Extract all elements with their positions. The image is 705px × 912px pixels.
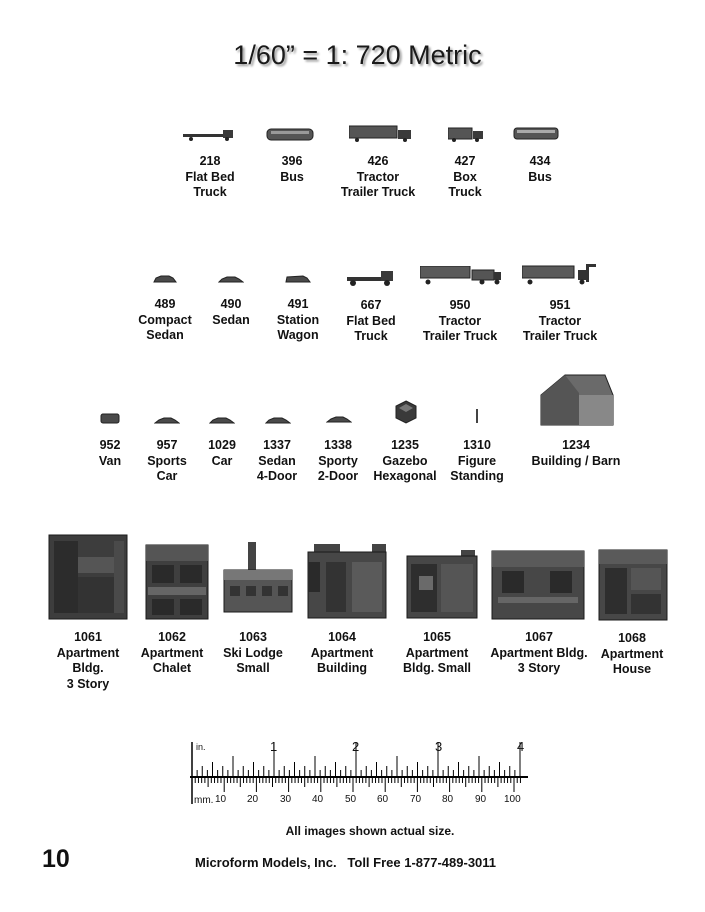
ruler-mm-label: 40 [312, 794, 324, 805]
catalog-item-1235 [369, 438, 441, 485]
catalog-item-1064 [302, 630, 382, 677]
item-desc-line: Compact [138, 312, 192, 327]
model-491-image [285, 274, 311, 284]
page-title: 1/60” = 1: 720 Metric [233, 40, 482, 70]
model-950-image [420, 266, 502, 286]
item-desc-line: Truck [354, 329, 388, 343]
item-desc-line: Sedan [258, 453, 296, 468]
model-1029-image [209, 416, 235, 425]
catalog-item-396 [260, 154, 324, 185]
item-number: 952 [99, 438, 121, 452]
page-number: 10 [42, 845, 70, 873]
item-number: 489 [154, 297, 176, 311]
item-desc-line: Tractor [438, 313, 482, 328]
catalog-item-1067 [484, 630, 594, 677]
ruler-inch-unit: in. [196, 742, 206, 752]
item-desc-line: Station [276, 312, 320, 327]
catalog-item-1310 [444, 438, 510, 485]
item-desc-line: Apartment [140, 645, 204, 660]
model-1062-image [144, 543, 210, 621]
item-number: 957 [156, 438, 178, 452]
catalog-item-427 [433, 154, 497, 201]
item-number: 1234 [562, 438, 590, 452]
ruler-inch-label: 4 [517, 739, 525, 754]
ruler-inch-label: 2 [352, 739, 360, 754]
model-1338-image [326, 415, 352, 424]
ruler-mm-label: 20 [247, 794, 259, 805]
item-desc-line: Sporty [318, 453, 358, 468]
model-1063-image [222, 540, 294, 614]
item-desc-line: Car [156, 469, 178, 483]
ruler-mm-label: 70 [410, 794, 422, 805]
ruler-mm-label: 90 [475, 794, 487, 805]
item-desc-line: Flat Bed [346, 313, 396, 328]
item-desc-line: Chalet [152, 661, 192, 675]
catalog-item-426 [334, 154, 422, 201]
ruler-mm-label: 100 [504, 794, 521, 805]
catalog-item-1234 [526, 438, 626, 469]
item-desc-line: 3 Story [66, 676, 110, 691]
item-desc-line: Figure [457, 453, 497, 468]
ruler-center-line [190, 776, 528, 778]
ruler-mm-label: 60 [377, 794, 389, 805]
model-1061-image [48, 533, 130, 621]
item-desc-line: Sedan [146, 328, 184, 342]
item-number: 1062 [158, 630, 186, 644]
item-desc-line: Trailer Truck [522, 329, 598, 343]
model-1068-image [597, 548, 669, 622]
model-1234-image [539, 373, 615, 427]
item-number: 951 [549, 298, 571, 312]
catalog-item-1029 [192, 438, 252, 469]
item-desc-line: Hexagonal [373, 469, 437, 483]
catalog-item-1063 [213, 630, 293, 677]
ruler-mm-label: 50 [345, 794, 357, 805]
model-957-image [154, 416, 180, 425]
item-number: 667 [360, 298, 382, 312]
item-desc-line: 2-Door [317, 469, 359, 483]
catalog-item-1337 [247, 438, 307, 485]
item-desc-line: Apartment [310, 645, 374, 660]
item-number: 218 [199, 154, 221, 168]
item-number: 950 [449, 298, 471, 312]
ruler-inch-label: 3 [435, 739, 443, 754]
item-desc-line: House [612, 662, 652, 676]
item-desc-line: Car [211, 453, 233, 468]
item-number: 1067 [525, 630, 553, 644]
item-desc-line: Wagon [277, 328, 319, 342]
model-1065-image [405, 548, 479, 620]
ruler-mm-unit: mm. [194, 795, 214, 806]
item-desc-line: Building [317, 661, 367, 675]
item-desc-line: Sedan [212, 312, 250, 327]
catalog-item-489 [133, 297, 197, 344]
footer-contact: Microform Models, Inc. Toll Free 1-877-489-3011 [195, 855, 497, 870]
item-desc-line: Tractor [538, 313, 582, 328]
item-desc-line: Standing [450, 469, 504, 483]
model-490-image [218, 275, 244, 284]
item-number: 1061 [74, 630, 102, 644]
model-951-image [522, 264, 598, 286]
item-number: 1064 [328, 630, 356, 644]
catalog-item-434 [508, 154, 572, 185]
catalog-item-1061 [42, 630, 134, 692]
footnote: All images shown actual size. [285, 824, 455, 838]
item-number: 1068 [618, 631, 646, 645]
model-396-image [266, 127, 314, 143]
model-952-image [100, 413, 120, 425]
item-number: 1063 [239, 630, 267, 644]
catalog-item-952 [80, 438, 140, 469]
item-desc-line: Box [453, 169, 477, 184]
item-number: 1029 [208, 438, 236, 452]
item-desc-line: Bldg. Small [402, 661, 472, 675]
item-number: 426 [367, 154, 389, 168]
model-1235-image [394, 400, 418, 424]
model-1064-image [306, 542, 388, 620]
item-number: 427 [454, 154, 476, 168]
item-desc-line: Truck [448, 185, 482, 199]
catalog-item-1065 [393, 630, 481, 677]
catalog-item-1338 [308, 438, 368, 485]
item-desc-line: Flat Bed [185, 169, 235, 184]
item-desc-line: 4-Door [256, 469, 298, 483]
item-desc-line: Small [236, 661, 270, 675]
model-1337-image [265, 416, 291, 425]
catalog-item-667 [339, 298, 403, 345]
item-desc-line: Tractor [356, 169, 400, 184]
item-desc-line: Bldg. [72, 661, 104, 675]
item-desc-line: Trailer Truck [422, 329, 498, 343]
model-434-image [513, 126, 559, 142]
catalog-item-490 [199, 297, 263, 328]
catalog-item-1062 [132, 630, 212, 677]
item-number: 1235 [391, 438, 419, 452]
item-desc-line: Ski Lodge [223, 645, 283, 660]
item-number: 434 [529, 154, 551, 168]
ruler-mm-label: 30 [280, 794, 292, 805]
item-number: 1338 [324, 438, 352, 452]
catalog-item-491 [266, 297, 330, 344]
catalog-item-950 [415, 298, 505, 345]
item-number: 1065 [423, 630, 451, 644]
item-desc-line: Truck [193, 185, 227, 199]
catalog-item-951 [515, 298, 605, 345]
item-desc-line: 3 Story [517, 661, 561, 675]
item-number: 490 [220, 297, 242, 311]
item-number: 491 [287, 297, 309, 311]
item-number: 396 [281, 154, 303, 168]
item-number: 1310 [463, 438, 491, 452]
item-desc-line: Bus [528, 169, 552, 184]
item-desc-line: Apartment [56, 645, 120, 660]
ruler-mm-label: 10 [215, 794, 227, 805]
item-number: 1337 [263, 438, 291, 452]
catalog-item-957 [137, 438, 197, 485]
ruler-inch-label: 1 [270, 739, 278, 754]
item-desc-line: Van [98, 453, 122, 468]
model-218-image [183, 128, 235, 142]
item-desc-line: Building / Barn [531, 453, 621, 468]
model-1310-image [474, 408, 480, 424]
model-667-image [347, 269, 395, 287]
item-desc-line: Sports [147, 453, 187, 468]
model-489-image [153, 274, 177, 284]
catalog-item-1068 [594, 631, 670, 678]
model-426-image [349, 125, 413, 143]
item-desc-line: Apartment [405, 645, 469, 660]
ruler [190, 738, 528, 808]
item-desc-line: Apartment [600, 646, 664, 661]
model-427-image [448, 127, 484, 143]
ruler-mm-label: 80 [442, 794, 454, 805]
item-desc-line: Gazebo [382, 453, 428, 468]
item-desc-line: Trailer Truck [340, 185, 416, 199]
model-1067-image [490, 547, 586, 621]
catalog-item-218 [178, 154, 242, 201]
item-desc-line: Bus [280, 169, 304, 184]
item-desc-line: Apartment Bldg. [490, 645, 588, 660]
